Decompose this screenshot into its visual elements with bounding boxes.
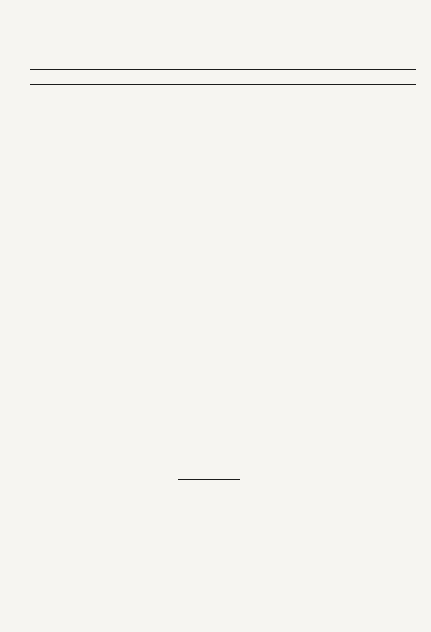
- page-header: [381, 30, 411, 42]
- table-caption-rule: [30, 84, 416, 85]
- end-rule: [178, 479, 240, 480]
- table-top-rule: [30, 69, 416, 70]
